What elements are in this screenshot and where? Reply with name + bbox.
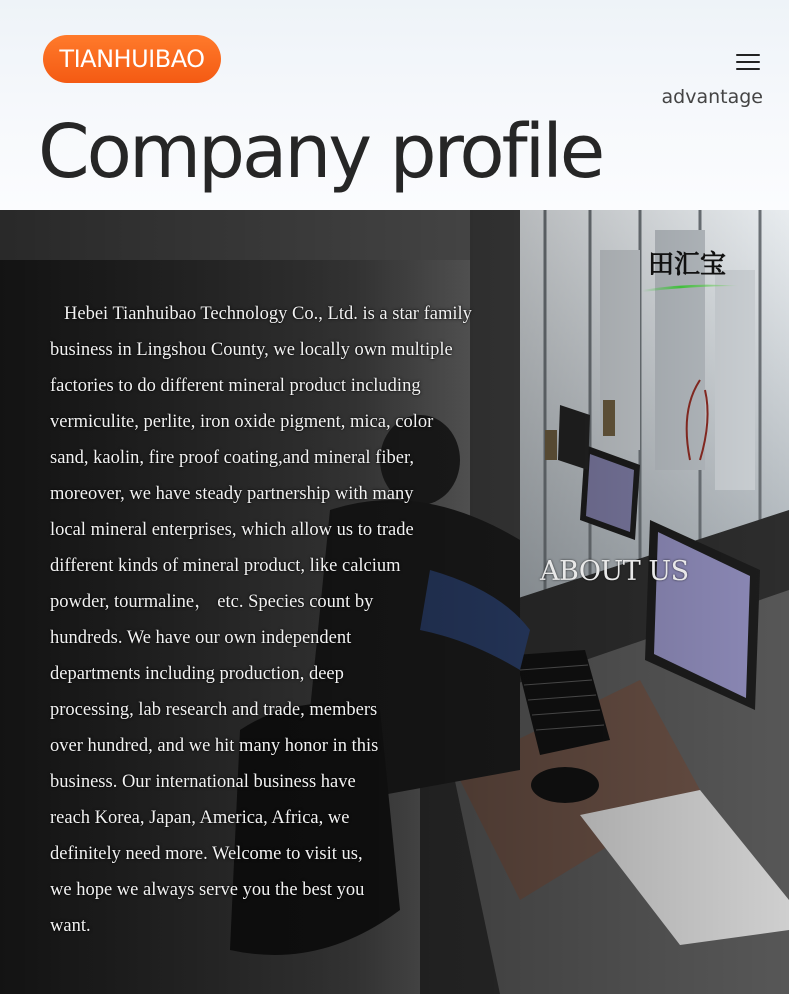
profile-line: definitely need more. Welcome to visit us, — [50, 844, 363, 864]
profile-line: Hebei Tianhuibao Technology Co., Ltd. is a star family — [64, 304, 472, 324]
profile-line: we hope we always serve you the best you — [50, 880, 365, 900]
about-us-heading: ABOUT US — [540, 556, 689, 587]
profile-line: local mineral enterprises, which allow us to trade — [50, 520, 414, 540]
profile-line: want. — [50, 916, 91, 936]
profile-line: moreover, we have steady partnership with many — [50, 484, 414, 504]
profile-line: business. Our international business have — [50, 772, 356, 792]
company-profile-text — [50, 296, 550, 944]
logo-swoosh-icon — [642, 282, 742, 294]
page-title: Company profile — [38, 109, 603, 195]
profile-line: reach Korea, Japan, America, Africa, we — [50, 808, 350, 828]
hamburger-menu-icon[interactable] — [736, 52, 762, 72]
profile-line: factories to do different mineral product including — [50, 376, 421, 396]
nav-link-advantage[interactable]: advantage — [661, 86, 763, 108]
profile-line: business in Lingshou County, we locally own multiple — [50, 340, 453, 360]
profile-line: powder, tourmaline， etc. Species count by — [50, 592, 374, 612]
page-header — [0, 0, 789, 210]
profile-line: different kinds of mineral product, like calcium — [50, 556, 401, 576]
profile-line: departments including production, deep — [50, 664, 344, 684]
profile-line: vermiculite, perlite, iron oxide pigment, mica, color — [50, 412, 434, 432]
profile-line: over hundred, and we hit many honor in this — [50, 736, 379, 756]
chinese-brand-logo: 田汇宝 — [648, 250, 727, 280]
profile-line: hundreds. We have our own independent — [50, 628, 352, 648]
profile-line: sand, kaolin, fire proof coating,and mineral fiber, — [50, 448, 414, 468]
profile-line: processing, lab research and trade, members — [50, 700, 378, 720]
brand-logo-button[interactable]: TIANHUIBAO — [43, 35, 221, 83]
